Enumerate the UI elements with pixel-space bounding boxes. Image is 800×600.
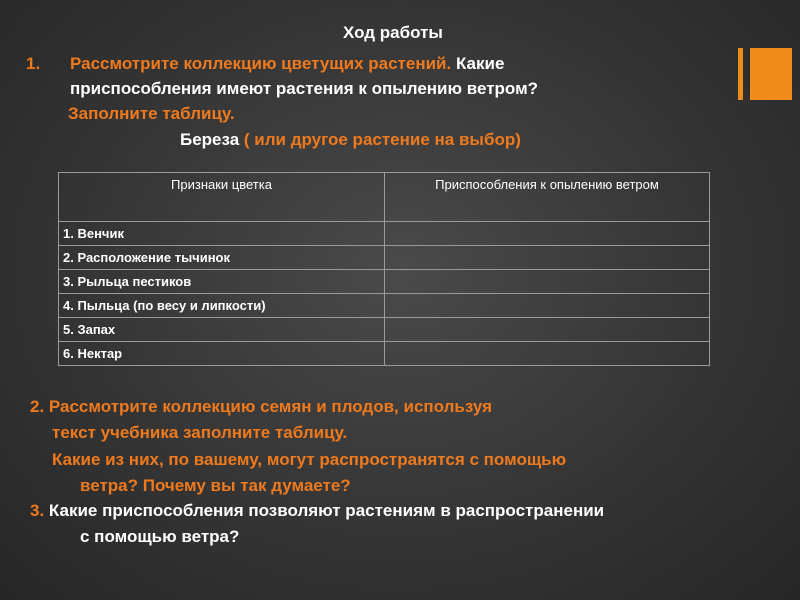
table-header-row [59,173,710,222]
task1-line1-orange: Рассмотрите коллекцию цветущих растений. [70,54,452,73]
table-cell-answer[interactable] [385,246,710,270]
task3-line1 [30,500,604,522]
table-cell-answer[interactable] [385,294,710,318]
task2-line3: Какие из них, по вашему, могут распространятся с помощью [52,450,567,469]
table-row [59,294,710,318]
table-row [59,246,710,270]
table-header-traits: Признаки цветка [59,173,385,222]
task2-line1: 2. Рассмотрите коллекцию семян и плодов, используя [30,397,493,416]
task1-line4 [180,129,521,151]
task3-number: 3. [30,501,45,520]
task1-line2: приспособления имеют растения к опылению ветром? [70,79,539,98]
page-title: Ход работы [343,23,443,42]
table-cell-trait: 1. Венчик [59,222,385,246]
task3-text: Какие приспособления позволяют растениям в распространении [44,501,605,520]
table-cell-answer[interactable] [385,342,710,366]
task1-number: 1. [26,54,41,73]
table-cell-answer[interactable] [385,270,710,294]
task1-line1-white: Какие [451,54,505,73]
table-row [59,270,710,294]
task3-line2: с помощью ветра? [80,527,240,546]
table-row [59,342,710,366]
plant-name: Береза [180,130,240,149]
table-cell-trait: 4. Пыльца (по весу и липкости) [59,294,385,318]
decor-bar-wide [750,48,792,100]
table-cell-trait: 3. Рыльца пестиков [59,270,385,294]
task2-line4: ветра? Почему вы так думаете? [80,476,351,495]
task1-line3: Заполните таблицу. [68,104,235,123]
plant-choice-note: ( или другое растение на выбор) [239,130,521,149]
table-cell-trait: 5. Запах [59,318,385,342]
table-cell-answer[interactable] [385,222,710,246]
table-header-adaptations: Приспособления к опылению ветром [385,173,710,222]
table-cell-answer[interactable] [385,318,710,342]
table-row [59,222,710,246]
flower-traits-table [58,172,710,366]
task1-line1 [70,53,504,75]
table-cell-trait: 6. Нектар [59,342,385,366]
decor-bar-thin [738,48,743,100]
table-row [59,318,710,342]
task2-line2: текст учебника заполните таблицу. [52,423,348,442]
table-cell-trait: 2. Расположение тычинок [59,246,385,270]
